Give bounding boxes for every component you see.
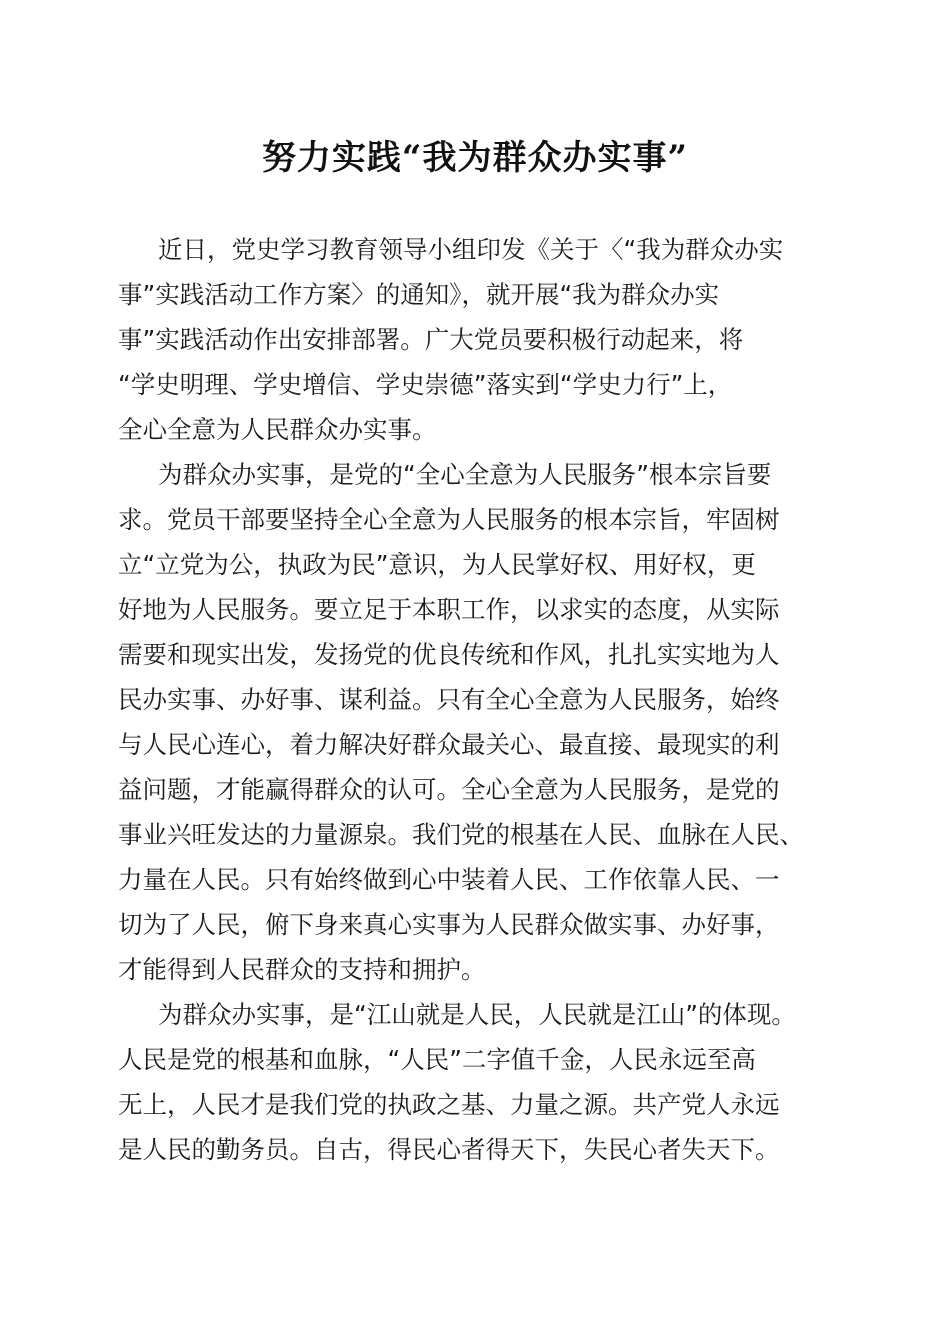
paragraph-3-line-4: 是人民的勤务员。自古，得民心者得天下，失民心者失天下。 xyxy=(118,1135,780,1164)
paragraph-2-line-8: 益问题，才能赢得群众的认可。全心全意为人民服务，是党的 xyxy=(118,775,780,804)
paragraph-3-line-3: 无上，人民才是我们党的执政之基、力量之源。共产党人永远 xyxy=(118,1090,780,1119)
paragraph-2-line-7: 与人民心连心，着力解决好群众最关心、最直接、最现实的利 xyxy=(118,730,780,759)
paragraph-1-line-1: 近日，党史学习教育领导小组印发《关于〈“我为群众办实 xyxy=(158,235,784,264)
paragraph-3-line-2: 人民是党的根基和血脉，“人民”二字值千金，人民永远至高 xyxy=(118,1045,756,1074)
document-title: 努力实践“我为群众办实事” xyxy=(261,138,689,178)
paragraph-2-line-5: 需要和现实出发，发扬党的优良传统和作风，扎扎实实地为人 xyxy=(118,640,780,669)
paragraph-2-line-4: 好地为人民服务。要立足于本职工作，以求实的态度，从实际 xyxy=(118,595,780,624)
paragraph-2-line-12: 才能得到人民群众的支持和拥护。 xyxy=(118,955,486,984)
paragraph-2-line-1: 为群众办实事，是党的“全心全意为人民服务”根本宗旨要 xyxy=(158,460,772,489)
paragraph-1-line-3: 事”实践活动作出安排部署。广大党员要积极行动起来，将 xyxy=(118,325,744,354)
paragraph-3-line-1: 为群众办实事，是“江山就是人民，人民就是江山”的体现。 xyxy=(158,1000,796,1029)
paragraph-2-line-3: 立“立党为公，执政为民”意识，为人民掌好权、用好权，更 xyxy=(118,550,756,579)
paragraph-1-line-5: 全心全意为人民群众办实事。 xyxy=(118,415,437,444)
paragraph-1-line-4: “学史明理、学史增信、学史崇德”落实到“学史力行”上， xyxy=(118,370,733,399)
paragraph-2-line-2: 求。党员干部要坚持全心全意为人民服务的根本宗旨，牢固树 xyxy=(118,505,780,534)
paragraph-1-line-2: 事”实践活动工作方案〉的通知》，就开展“我为群众办实 xyxy=(118,280,720,309)
paragraph-2-line-10: 力量在人民。只有始终做到心中装着人民、工作依靠人民、一 xyxy=(118,865,780,894)
paragraph-2-line-11: 切为了人民，俯下身来真心实事为人民群众做实事、办好事， xyxy=(118,910,780,939)
paragraph-2-line-9: 事业兴旺发达的力量源泉。我们党的根基在人民、血脉在人民、 xyxy=(118,820,804,849)
paragraph-2-line-6: 民办实事、办好事、谋利益。只有全心全意为人民服务，始终 xyxy=(118,685,780,714)
